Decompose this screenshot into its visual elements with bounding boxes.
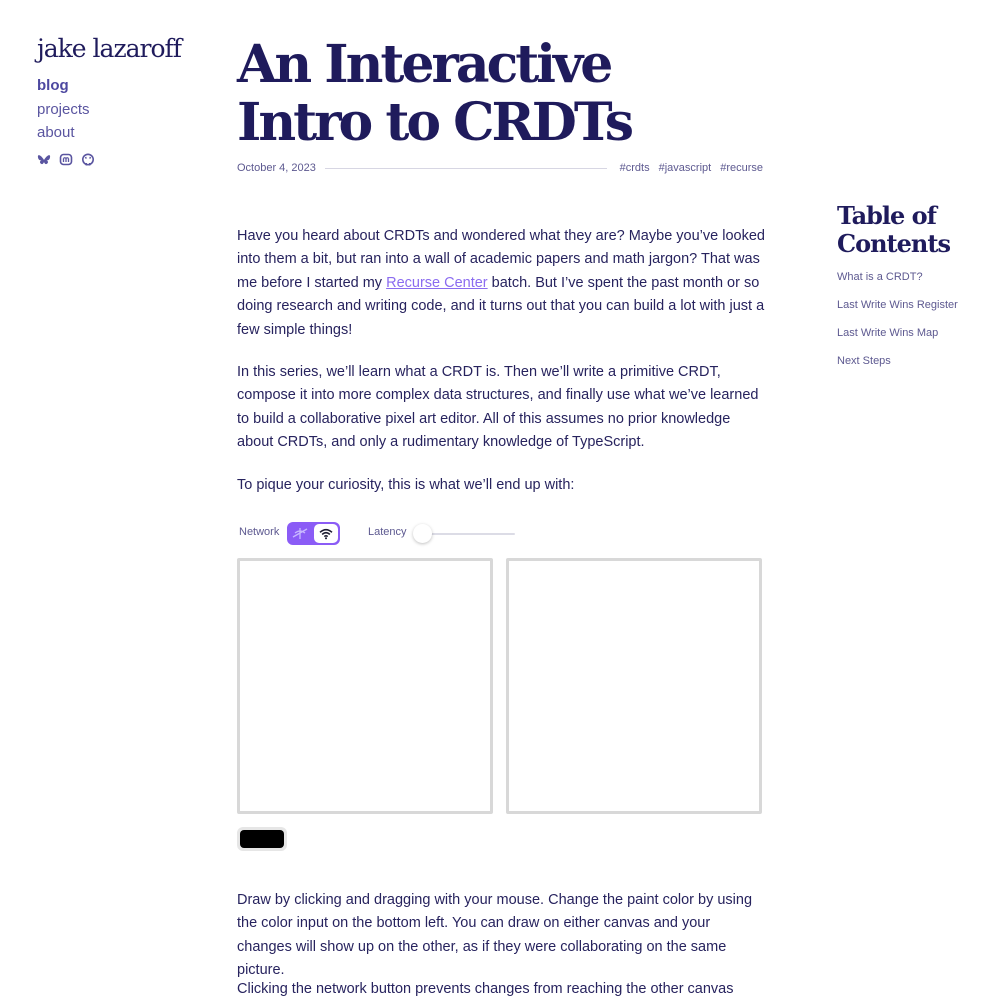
nav-item-projects[interactable]: projects: [37, 100, 90, 118]
curiosity-paragraph: To pique your curiosity, this is what we’ll end up with:: [237, 477, 575, 493]
color-swatch: [240, 830, 284, 848]
bluesky-icon[interactable]: [37, 153, 51, 167]
network-off-icon[interactable]: [291, 525, 309, 542]
intro-text-start: Have you heard about CRDTs and wondered what they are? Maybe you’ve looked into them a bit, but ran into a wall of academic papers and math jargon? That was me before I started my: [237, 228, 765, 291]
post-date: October 4, 2023: [237, 162, 316, 174]
instructions-paragraph: Draw by clicking and dragging with your mouse. Change the paint color by using the color input on the bottom left. You can draw on either canvas and your changes will show up on the other, as if they were collaborating on the same picture.: [237, 892, 753, 979]
toc-list: [837, 269, 958, 381]
latency-slider-track[interactable]: [423, 533, 515, 535]
toc-item-lww-map[interactable]: Last Write Wins Map: [837, 327, 939, 339]
nav-item-blog[interactable]: blog: [37, 77, 69, 94]
tag-link-crdts[interactable]: #crdts: [619, 162, 650, 174]
paint-color-input[interactable]: [237, 827, 287, 851]
nav-item-about[interactable]: about: [37, 124, 75, 141]
network-toggle[interactable]: [287, 522, 340, 545]
social-links: [37, 153, 95, 167]
site-title[interactable]: jake lazaroff: [37, 34, 182, 63]
drawing-canvas-left[interactable]: [237, 558, 493, 814]
github-icon[interactable]: [81, 153, 95, 167]
main-nav: [37, 76, 90, 147]
toc-item-what-is-a-crdt[interactable]: What is a CRDT?: [837, 271, 923, 283]
tag-link-javascript[interactable]: #javascript: [658, 162, 712, 174]
tag-link-recurse[interactable]: #recurse: [720, 162, 763, 174]
drawing-canvas-right[interactable]: [506, 558, 762, 814]
meta-divider: [325, 168, 607, 169]
latency-slider-thumb[interactable]: [413, 524, 432, 543]
latency-label: Latency: [368, 526, 407, 538]
tag-list: [620, 160, 763, 176]
network-paragraph: Clicking the network button prevents changes from reaching the other canvas: [237, 981, 734, 997]
toc-title: Table of Contents: [837, 201, 950, 258]
mastodon-icon[interactable]: [59, 153, 73, 167]
toc-item-next-steps[interactable]: Next Steps: [837, 355, 891, 367]
demo-controls: [239, 522, 519, 546]
recurse-center-link[interactable]: Recurse Center: [386, 274, 488, 291]
post-title: An Interactive Intro to CRDTs: [237, 34, 632, 153]
post-meta: [237, 160, 763, 178]
network-label: Network: [239, 526, 280, 538]
intro-text-end: batch. But I’ve spent the past month or so doing research and writing code, and it turns out that you can build a lot with just a few simple things!: [237, 274, 765, 338]
series-paragraph: In this series, we’ll learn what a CRDT is. Then we’ll write a primitive CRDT, compose it into more complex data structures, and finally use what we’ve learned to build a collaborative pixel art editor. All of this assumes no prior knowledge about CRDTs, and only a rudimentary knowledge of TypeScript.: [237, 364, 759, 451]
toc-item-lww-register[interactable]: Last Write Wins Register: [837, 299, 958, 311]
intro-paragraph: [237, 225, 767, 342]
wifi-icon[interactable]: [314, 524, 338, 543]
